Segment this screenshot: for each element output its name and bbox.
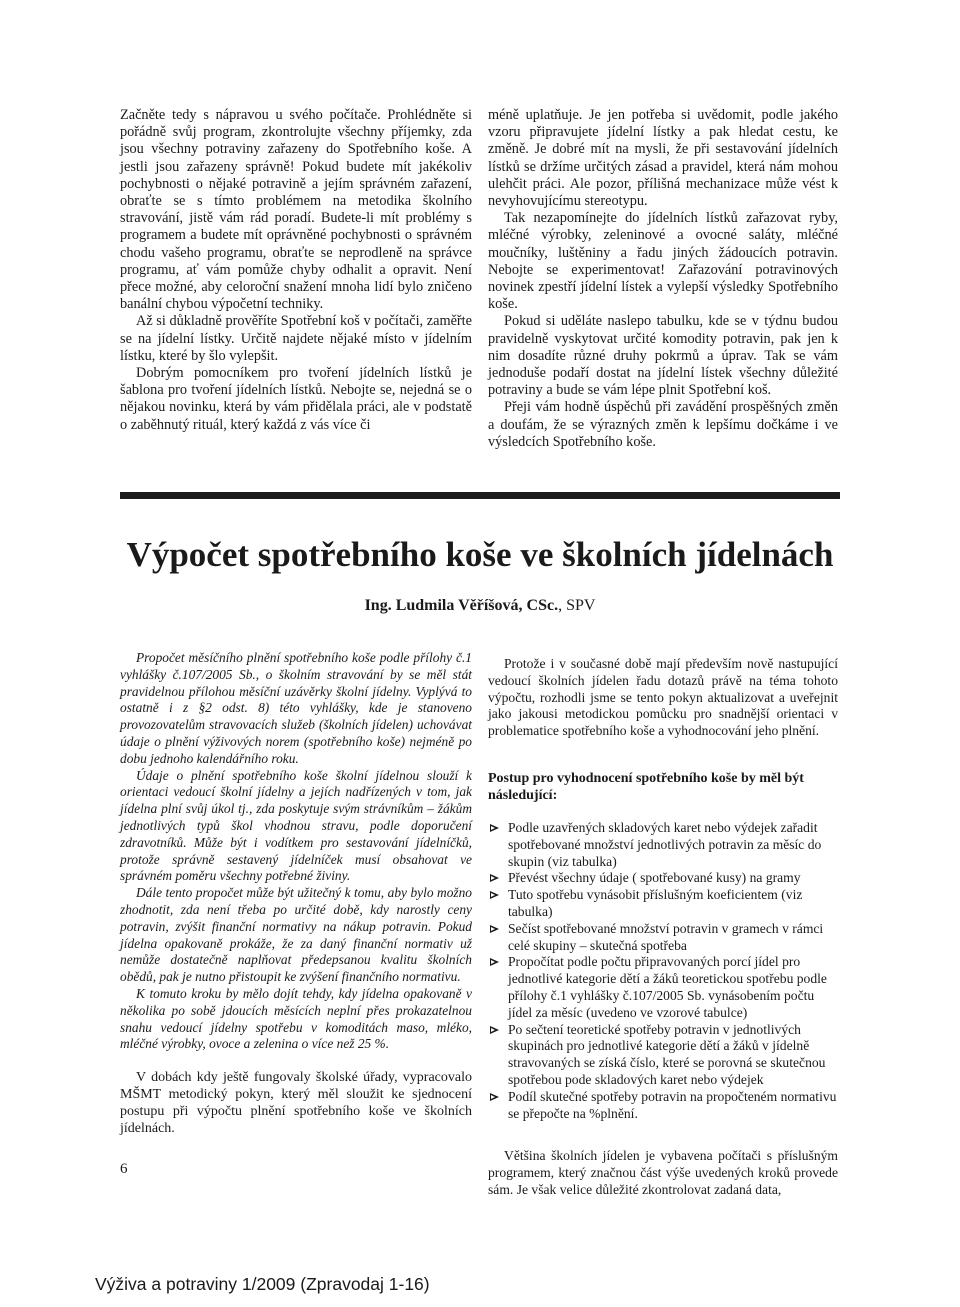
italic-intro [120, 650, 472, 1053]
article-title: Výpočet spotřebního koše ve školních jídelnách [126, 535, 834, 574]
list-item: Propočítat podle počtu připravovaných porcí jídel pro jednotlivé kategorie dětí a žáků teoretickou spotřebu podle přílohy č.1 vyhlášky č.107/2005 Sb. vynásobením počtu jídel za měsíc (uvedeno ve vzorové tabulce) [488, 954, 838, 1021]
paragraph: Protože i v současné době mají především nově nastupující vedoucí školních jídelen řadu dotazů právě na téma tohoto výpočtu, rozhodli jsme se tento pokyn aktualizovat a uveřejnit jako jakousi metodickou pomůcku pro snadnější orientaci v problematice spotřebního koše a vyhodnocování jeho plnění. [488, 656, 838, 739]
author-affiliation: , SPV [558, 597, 596, 614]
paragraph: Dále tento propočet může být užitečný k tomu, aby bylo možno zhodnotit, zda není třeba po určité době, kdy narostly ceny potravin, zvýšit finanční normativy na nákup potravin. Pokud jídelna opakovaně prokáže, že za daný finanční normativ už nemůže dostatečně naplňovat předepsanou kvalitu školních obědů, pak je nutno přistoupit ke zvýšení finančního normativu. [120, 885, 472, 985]
bottom-left-column [120, 650, 472, 1137]
paragraph: Tak nezapomínejte do jídelních lístků zařazovat ryby, mléčné výrobky, zeleninové a ovocné saláty, mléčné moučníky, luštěniny a řadu jiných žádoucích potravin. Nebojte se experimentovat! Zařazování potravinových novinek zpestří jídelní lístek a vylepší výsledky Spotřebního koše. [488, 210, 838, 313]
paragraph: Až si důkladně prověříte Spotřební koš v počítači, zaměřte se na jídelní lístky. Určitě najdete nějaké místo v jídelním lístku, které by šlo vylepšit. [120, 313, 472, 364]
article-author [120, 596, 840, 616]
paragraph: Dobrým pomocníkem pro tvoření jídelních lístků je šablona pro tvoření jídelních lístků. Nebojte se, nejedná se o nějakou novinku, která by vám přidělala práci, ale v podstatě o zaběhnutý rituál, který každá z vás více či [120, 365, 472, 433]
top-left-column [120, 107, 472, 434]
running-footer: Výživa a potraviny 1/2009 (Zpravodaj 1-16) [95, 1274, 430, 1294]
paragraph: méně uplatňuje. Je jen potřeba si uvědomit, podle jakého vzoru připravujete jídelní lístky a pak hledat cestu, ke změně. Je dobré mít na mysli, že při sestavování jídelních lístků se držíme určitých zásad a pravidel, která nám mohou ulehčit práci. Ale pozor, přílišná mechanizace může vést k nevyhovujícímu stereotypu. [488, 107, 838, 210]
paragraph: K tomuto kroku by mělo dojít tehdy, kdy jídelna opakovaně v několika po sobě jdoucích měsících neplní přes prokazatelnou snahu vedoucí jídelny spotřebu v komoditách maso, mléko, mléčné výrobky, ovoce a zelenina o více než 25 %. [120, 985, 472, 1052]
paragraph: Přeji vám hodně úspěchů při zavádění prospěšných změn a doufám, že se výrazných změn k lepšímu dočkáme i ve výsledcích Spotřebního koše. [488, 399, 838, 450]
paragraph: Začněte tedy s nápravou u svého počítače. Prohlédněte si pořádně svůj program, zkontrolujte všechny příjemky, zda jsou všechny potraviny zařazeny do Spotřebního koše. A jestli jsou zařazeny správně! Pokud budete mít jakékoliv pochybnosti o nějaké potravině a jejím správném zařazení, obraťte se s tímto problémem na metodika školního stravování, jistě vám rád poradí. Budete-li mít problémy s programem a budete mít oprávněné pochybnosti o správném chodu vašeho programu, obraťte se neprodleně na správce programu, ať vám pomůže chyby odhalit a opravit. Není přece možné, aby celoroční snažení mnoha lidí bylo zničeno banální chybou výpočetní techniky. [120, 107, 472, 313]
paragraph: Většina školních jídelen je vybavena počítači s příslušným programem, který značnou část výše uvedených kroků provede sám. Je však velice důležité zkontrolovat zadaná data, [488, 1148, 838, 1197]
arrow-bullet-icon [490, 925, 499, 933]
list-item: Podle uzavřených skladových karet nebo výdejek zařadit spotřebované množství jednotlivých potravin za měsíc do skupin (viz tabulka) [488, 820, 838, 870]
tail-section [120, 1070, 472, 1137]
procedure-heading: Postup pro vyhodnocení spotřebního koše by měl být následující: [488, 770, 804, 803]
arrow-bullet-icon [490, 1093, 499, 1101]
list-item: Sečíst spotřebované množství potravin v gramech v rámci celé skupiny – skutečná spotřeba [488, 921, 838, 955]
paragraph: Propočet měsíčního plnění spotřebního koše podle přílohy č.1 vyhlášky č.107/2005 Sb., o školním stravování by se měl stát pravidelnou přílohou měsíční uzávěrky školní jídelny. Vyplývá to ostatně i z §2 odst. 8) této vyhlášky, kde je stanoveno provozovatelům stravovacích služeb (školních jídelen) uchovávat údaje o plnění výživových norem (spotřebního koše) nejméně po dobu jednoho kalendářního roku. [120, 650, 472, 766]
arrow-bullet-icon [490, 874, 499, 882]
list-item: Podíl skutečné spotřeby potravin na propočteném normativu se přepočte na %plnění. [488, 1089, 838, 1123]
bottom-right-column [488, 656, 838, 1199]
section-divider [120, 492, 840, 499]
paragraph: V dobách kdy ještě fungovaly školské úřady, vypracovalo MŠMT metodický pokyn, který měl sloužit ke sjednocení postupu při výpočtu plnění spotřebního koše ve školních jídelnách. [120, 1070, 472, 1136]
author-name: Ing. Ludmila Věříšová, CSc. [364, 597, 559, 614]
list-item: Převést všechny údaje ( spotřebované kusy) na gramy [488, 870, 838, 887]
page-number: 6 [120, 1161, 128, 1177]
arrow-bullet-icon [490, 1026, 499, 1034]
arrow-bullet-icon [490, 958, 499, 966]
procedure-steps [488, 820, 838, 1122]
arrow-bullet-icon [490, 824, 499, 832]
list-item: Po sečtení teoretické spotřeby potravin v jednotlivých skupinách pro jednotlivé kategorie dětí a žáků v jídelně stravovaných se získá číslo, které se porovná se skutečnou spotřebou pode skladových karet nebo výdejek [488, 1022, 838, 1089]
paragraph: Údaje o plnění spotřebního koše školní jídelnou slouží k orientaci vedoucí školní jídelny a jejích nadřízených v tom, jak jídelna plní svůj úkol tj., zda poskytuje svým strávníkům – žákům jednotlivých typů škol vhodnou stravu, podle doporučení zdravotníků. Může být i vodítkem pro sestavování jídelníčků, protože správně sestavený jídelníček musí obsahovat ve správném poměru všechny potřebné živiny. [120, 767, 472, 884]
list-item: Tuto spotřebu vynásobit příslušným koeficientem (viz tabulka) [488, 887, 838, 921]
arrow-bullet-icon [490, 891, 499, 899]
paragraph: Pokud si uděláte naslepo tabulku, kde se v týdnu budou pravidelně vyskytovat určité komodity potravin, pak jen k nim dosadíte různé druhy pokrmů a úprav. Tak se vám jednoduše podaří dostat na jídelní lístek všechny důležité potraviny a bude se vám lépe plnit Spotřební koš. [488, 313, 838, 399]
top-right-column [488, 107, 838, 451]
